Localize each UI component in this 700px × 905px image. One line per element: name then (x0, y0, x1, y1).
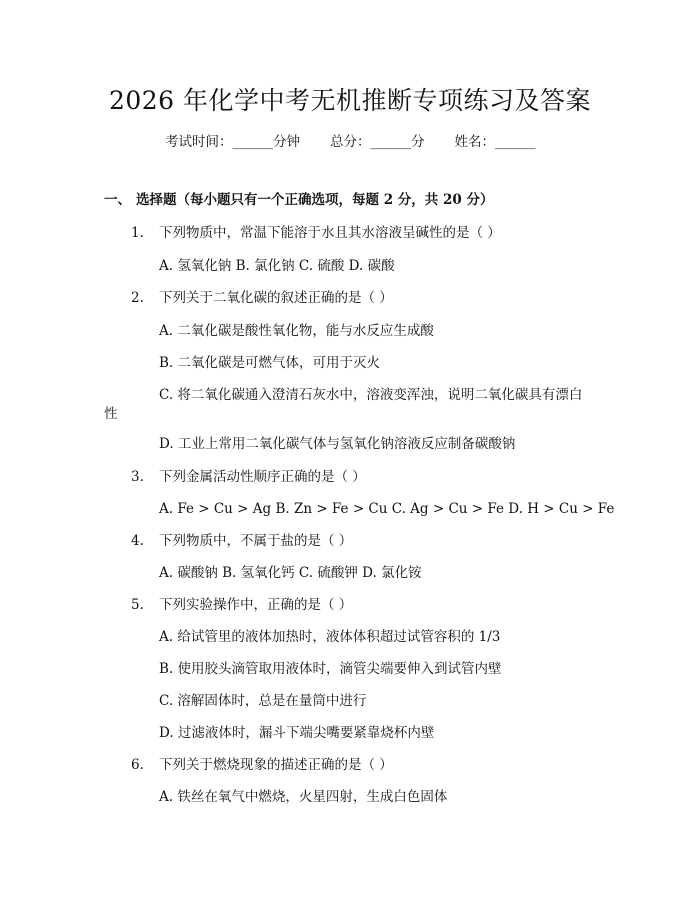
option-d: D. 过滤液体时，漏斗下端尖嘴要紧靠烧杯内壁 (159, 725, 435, 741)
option-c: C. 将二氧化碳通入澄清石灰水中，溶液变浑浊，说明二氧化碳具有漂白 (159, 387, 583, 403)
option-d: D. 工业上常用二氧化碳气体与氢氧化钠溶液反应制备碳酸钠 (159, 436, 516, 452)
question-number: 2. (131, 290, 144, 306)
question-stem: 下列关于二氧化碳的叙述正确的是（ ） (159, 290, 393, 306)
question-stem: 下列关于燃烧现象的描述正确的是（ ） (159, 757, 393, 773)
option-line: A. 氢氧化钠 B. 氯化钠 C. 硫酸 D. 碳酸 (159, 258, 395, 274)
option-line: A. Fe > Cu > Ag B. Zn > Fe > Cu C. Ag > Cu > Fe D. H > Cu > Fe (159, 501, 615, 517)
option-b: B. 二氧化碳是可燃气体，可用于灭火 (159, 355, 381, 371)
time-label: 考试时间： (165, 134, 233, 150)
question-stem: 下列物质中，不属于盐的是（ ） (159, 533, 353, 549)
section-number: 一、 (104, 192, 131, 208)
question-number: 5. (131, 597, 144, 613)
question-number: 1. (131, 225, 144, 241)
question-number: 6. (131, 757, 144, 773)
option-a: A. 铁丝在氧气中燃烧，火星四射，生成白色固体 (159, 789, 448, 805)
score-label: 总分： (330, 134, 371, 150)
name-blank: ______ (495, 134, 536, 150)
question-stem: 下列金属活动性顺序正确的是（ ） (159, 469, 366, 485)
option-c-wrap: 性 (104, 406, 118, 422)
score-blank: ______分 (370, 134, 425, 150)
option-a: A. 二氧化碳是酸性氧化物，能与水反应生成酸 (159, 323, 434, 339)
section-heading (104, 191, 493, 209)
name-label: 姓名： (454, 134, 495, 150)
section-title: 选择题（每小题只有一个正确选项，每题 2 分，共 20 分） (136, 192, 494, 208)
option-b: B. 使用胶头滴管取用液体时，滴管尖端要伸入到试管内壁 (159, 661, 502, 677)
option-c: C. 溶解固体时，总是在量筒中进行 (159, 693, 367, 709)
exam-title: 2026 年化学中考无机推断专项练习及答案 (108, 86, 592, 115)
question-number: 3. (131, 469, 144, 485)
question-stem: 下列实验操作中，正确的是（ ） (159, 597, 353, 613)
question-stem: 下列物质中，常温下能溶于水且其水溶液呈碱性的是（ ） (159, 225, 501, 241)
question-number: 4. (131, 533, 144, 549)
option-line: A. 碳酸钠 B. 氢氧化钙 C. 硫酸钾 D. 氯化铵 (159, 565, 422, 581)
exam-meta (165, 133, 536, 151)
time-blank: ______分钟 (232, 134, 300, 150)
option-a: A. 给试管里的液体加热时，液体体积超过试管容积的 1/3 (159, 629, 501, 645)
